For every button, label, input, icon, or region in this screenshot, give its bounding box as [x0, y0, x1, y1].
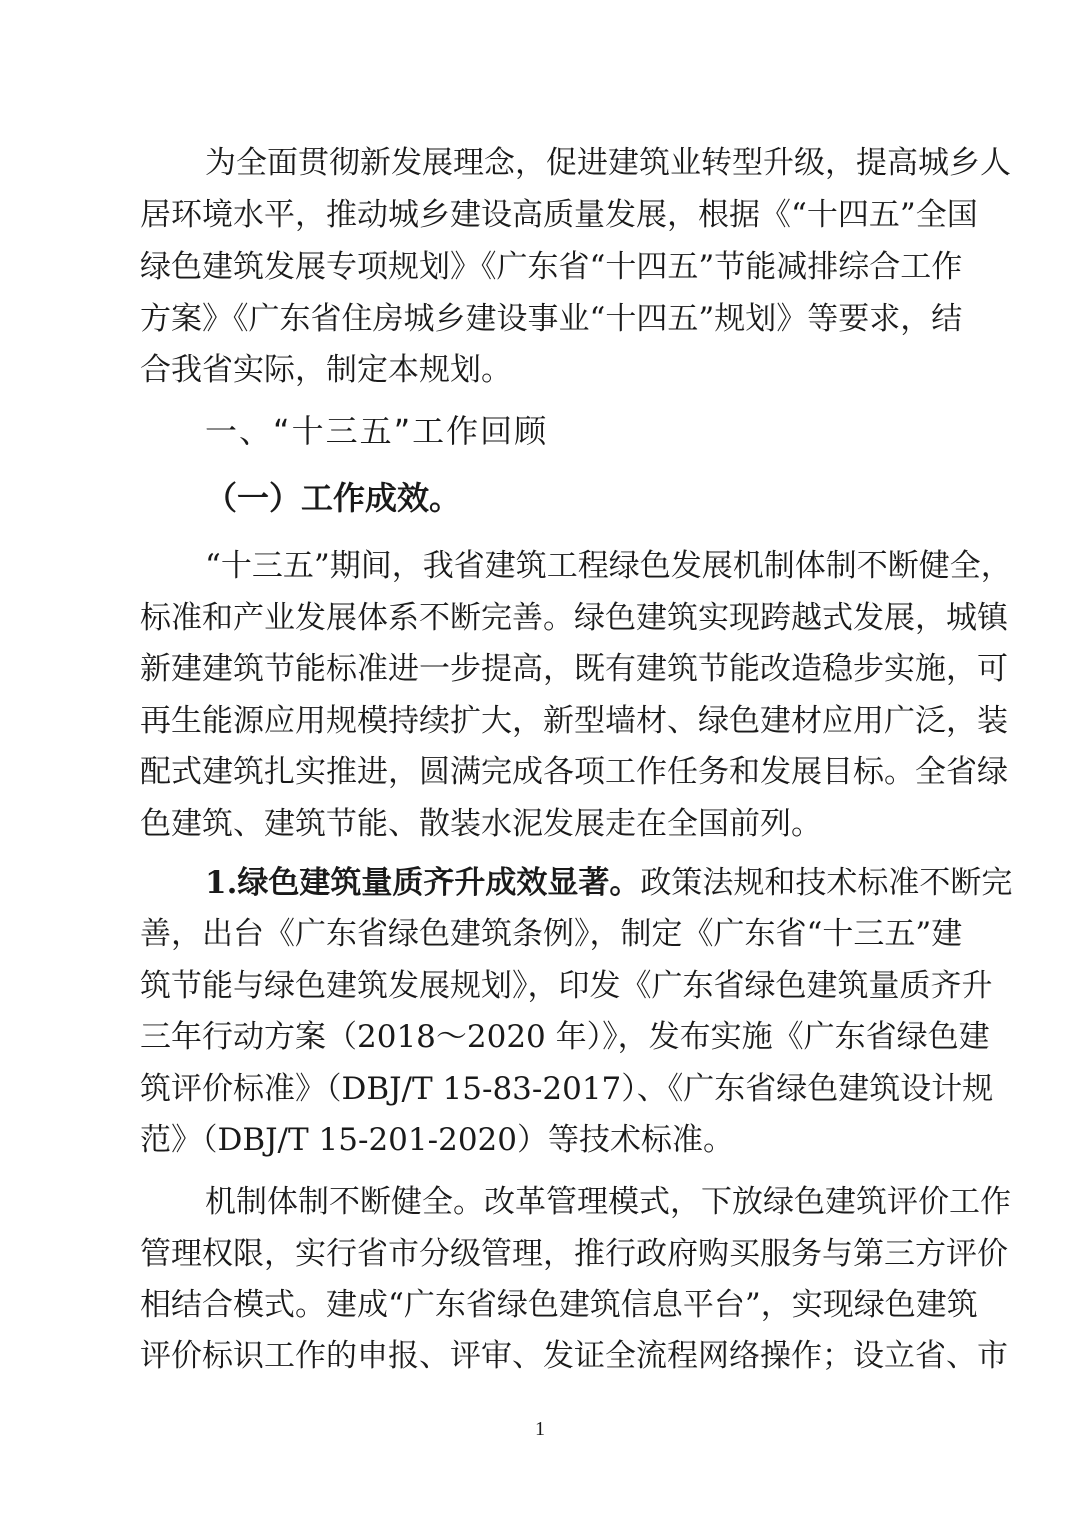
paragraph-4-line-1: 机制体制不断健全。改革管理模式，下放绿色建筑评价工作 [205, 1184, 1011, 1220]
paragraph-3-line-4: 三年行动方案（2018～2020 年）》，发布实施《广东省绿色建 [140, 1019, 990, 1055]
paragraph-1-line-5: 合我省实际，制定本规划。 [140, 352, 512, 388]
page-number: 1 [535, 1418, 545, 1440]
paragraph-2-line-5: 配式建筑扎实推进，圆满完成各项工作任务和发展目标。全省绿 [140, 754, 1008, 790]
paragraph-1-line-4: 方案》《广东省住房城乡建设事业“十四五”规划》等要求，结 [140, 301, 963, 337]
paragraph-1-line-3: 绿色建筑发展专项规划》《广东省“十四五”节能减排综合工作 [140, 249, 963, 285]
section-heading: 一、“十三五”工作回顾 [205, 412, 549, 450]
subsection-heading: （一）工作成效。 [205, 479, 462, 517]
paragraph-3-line-3: 筑节能与绿色建筑发展规划》，印发《广东省绿色建筑量质齐升 [140, 968, 993, 1004]
paragraph-2-line-6: 色建筑、建筑节能、散装水泥发展走在全国前列。 [140, 806, 822, 842]
paragraph-2-line-1: “十三五”期间，我省建筑工程绿色发展机制体制不断健全， [205, 548, 1012, 584]
paragraph-3-line-2: 善，出台《广东省绿色建筑条例》，制定《广东省“十三五”建 [140, 916, 963, 952]
paragraph-3-line-6: 范》（DBJ/T 15-201-2020）等技术标准。 [140, 1122, 734, 1158]
paragraph-3-lead: 1.绿色建筑量质齐升成效显著。 [205, 865, 641, 901]
paragraph-2-line-3: 新建建筑节能标准进一步提高，既有建筑节能改造稳步实施，可 [140, 651, 1008, 687]
paragraph-3-line-5: 筑评价标准》（DBJ/T 15-83-2017）、《广东省绿色建筑设计规 [140, 1071, 994, 1107]
paragraph-1-line-1: 为全面贯彻新发展理念，促进建筑业转型升级，提高城乡人 [205, 145, 1011, 181]
paragraph-3-line-1 [205, 863, 1013, 903]
paragraph-1-line-2: 居环境水平，推动城乡建设高质量发展，根据《“十四五”全国 [140, 197, 978, 233]
paragraph-4-line-4: 评价标识工作的申报、评审、发证全流程网络操作；设立省、市 [140, 1338, 1008, 1374]
paragraph-2-line-4: 再生能源应用规模持续扩大，新型墙材、绿色建材应用广泛，装 [140, 703, 1008, 739]
paragraph-4-line-2: 管理权限，实行省市分级管理，推行政府购买服务与第三方评价 [140, 1236, 1008, 1272]
paragraph-4-line-3: 相结合模式。建成“广东省绿色建筑信息平台”，实现绿色建筑 [140, 1287, 978, 1323]
paragraph-3-line-1-rest: 政策法规和技术标准不断完 [640, 865, 1013, 901]
paragraph-2-line-2: 标准和产业发展体系不断完善。绿色建筑实现跨越式发展，城镇 [140, 600, 1008, 636]
